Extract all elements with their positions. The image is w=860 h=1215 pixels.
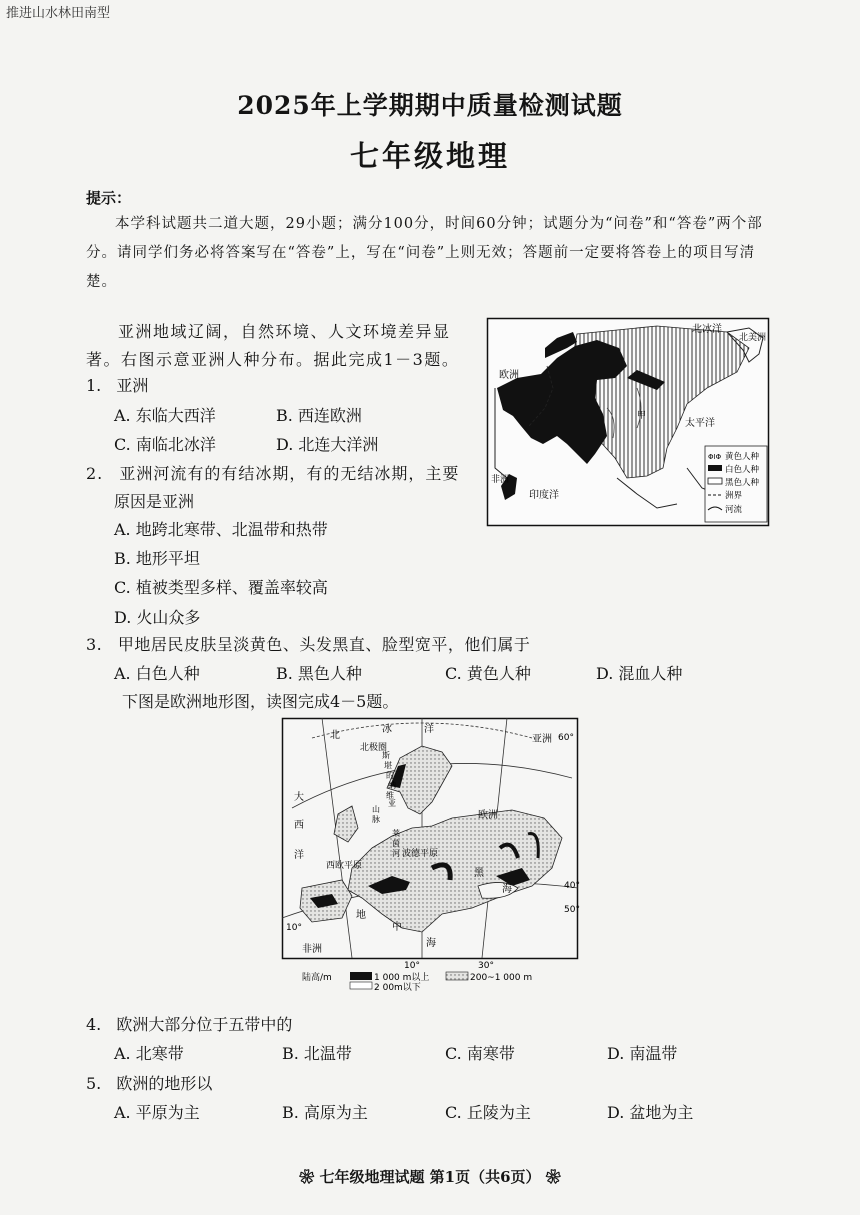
option: C. 南临北冰洋 (114, 435, 216, 454)
map-label-west-plain: 西欧平原 (326, 861, 363, 871)
legend-white: 白色人种 (725, 465, 760, 475)
legend-swatch-mid (446, 972, 468, 980)
legend-river: 河流 (725, 505, 743, 515)
asia-race-map (487, 318, 769, 526)
option: D. 混血人种 (596, 664, 683, 683)
legend-title: 陆高/m (302, 973, 332, 983)
map-label-asia: 亚洲 (532, 734, 552, 745)
option: D. 盆地为主 (607, 1103, 694, 1122)
lat-40: 40° (564, 881, 580, 891)
notice-label: 提示： (86, 189, 132, 207)
lon-10: 10° (404, 961, 420, 971)
question-1 (86, 373, 148, 396)
map-label-scand-4: 纳 (388, 781, 396, 790)
intro-europe: 下图是欧洲地形图，读图完成4－5题。 (122, 692, 399, 711)
map-label-scand-2: 堪 (384, 761, 392, 770)
map-label-jia: 甲 (637, 411, 647, 421)
option: C. 植被类型多样、覆盖率较高 (114, 578, 328, 597)
question-stem: 欧洲的地形以 (116, 1074, 213, 1093)
map-label-atlantic-3: 洋 (294, 850, 304, 861)
question-stem-cont: 原因是亚洲 (114, 492, 195, 511)
legend-swatch-low (350, 982, 372, 989)
map-label-yang: 洋 (424, 724, 434, 735)
option: B. 黑色人种 (276, 664, 362, 683)
map-label-atlantic-1: 大 (294, 792, 304, 803)
exam-subtitle: 七年级地理 (349, 139, 510, 173)
lat-60: 60° (558, 733, 574, 743)
map-label-north-america: 北美洲 (739, 333, 767, 343)
map-label-rhine-3: 河 (392, 849, 400, 858)
option: A. 平原为主 (114, 1103, 200, 1122)
question-2 (86, 461, 459, 484)
question-stem: 亚洲 (116, 376, 149, 395)
legend-high: 1 000 m以上 (374, 973, 430, 983)
map-label-pacific: 太平洋 (685, 418, 715, 429)
map-label-bing: 冰 (382, 724, 392, 735)
map-label-rhine-1: 莱 (392, 829, 400, 838)
question-number: 2. (86, 464, 104, 483)
question-stem: 亚洲河流有的有结冰期，有的无结冰期，主要 (119, 464, 460, 483)
corner-text: 推进山水林田南型 (6, 6, 111, 21)
map-label-africa: 非洲 (491, 475, 510, 485)
option: D. 南温带 (607, 1044, 678, 1063)
option: B. 西连欧洲 (276, 406, 362, 425)
option: D. 北连大洋洲 (276, 435, 379, 454)
map-label-arctic-circle: 北极圈 (360, 743, 388, 753)
map-label-med-2: 中 (392, 922, 402, 933)
question-number: 1. (86, 376, 102, 395)
question-stem: 甲地居民皮肤呈淡黄色、头发黑直、脸型宽平，他们属于 (117, 635, 531, 654)
legend-swatch-black (708, 478, 722, 484)
option: B. 北温带 (282, 1044, 352, 1063)
map-label-east-plain: 波德平原 (402, 849, 439, 859)
map-label-scand-6: 亚 (388, 799, 396, 808)
option: B. 地形平坦 (114, 549, 200, 568)
map-label-mtn-2: 脉 (372, 815, 380, 824)
map-label-black-1: 黑 (474, 868, 484, 879)
map-label-scand-3: 的 (386, 771, 394, 780)
option: C. 南寒带 (445, 1044, 515, 1063)
question-stem: 欧洲大部分位于五带中的 (116, 1015, 293, 1034)
lon-10w: 10° (286, 923, 302, 933)
intro-asia: 亚洲地域辽阔，自然环境、人文环境差异显著。右图示意亚洲人种分布。据此完成1－3题。 (86, 322, 460, 369)
question-number: 3. (86, 635, 103, 654)
question-4 (86, 1012, 292, 1035)
legend-yellow: 黄色人种 (725, 452, 760, 462)
option: A. 白色人种 (114, 664, 200, 683)
map-label-rhine-2: 茵 (392, 839, 400, 848)
map-label-med-1: 地 (356, 910, 366, 921)
option: A. 东临大西洋 (114, 406, 216, 425)
question-number: 5. (86, 1074, 102, 1093)
map-label-black-2: 海 (502, 884, 512, 895)
question-5 (86, 1071, 212, 1094)
legend-prefix: ΦΙΦ (708, 453, 722, 461)
map-label-africa: 非洲 (302, 944, 322, 955)
option: A. 北寒带 (114, 1044, 184, 1063)
legend-swatch-high (350, 972, 372, 980)
option: C. 黄色人种 (445, 664, 531, 683)
lat-50: 50° (564, 905, 580, 915)
question-3 (86, 632, 530, 655)
map-label-bei: 北 (330, 730, 340, 741)
map-label-arctic: 北冰洋 (692, 324, 722, 335)
map-label-mtn-1: 山 (372, 805, 380, 814)
map-label-indian: 印度洋 (529, 490, 559, 501)
europe-terrain-map (282, 718, 580, 993)
option: D. 火山众多 (114, 608, 201, 627)
option: B. 高原为主 (282, 1103, 368, 1122)
map-label-scand-1: 斯 (382, 751, 390, 760)
legend-boundary: 洲界 (725, 491, 743, 501)
question-number: 4. (86, 1015, 102, 1034)
notice-text: 本学科试题共二道大题，29小题；满分100分，时间60分钟；试题分为“问卷”和“答卷”两个部分。请同学们务必将答案写在“答卷”上，写在“问卷”上则无效；答题前一定要将答卷上的项目写清楚。 (86, 216, 763, 290)
map-label-atlantic-2: 西 (294, 820, 304, 831)
legend-black: 黑色人种 (725, 478, 760, 488)
option: A. 地跨北寒带、北温带和热带 (114, 520, 328, 539)
option: C. 丘陵为主 (445, 1103, 531, 1122)
map-label-scand-5: 维 (386, 791, 394, 800)
map-label-europe: 欧洲 (499, 370, 519, 381)
map-label-med-3: 海 (426, 938, 436, 949)
legend-low: 2 00m以下 (374, 983, 421, 993)
lon-30: 30° (478, 961, 494, 971)
page-footer: ❀ 七年级地理试题 第1页（共6页） ❀ (299, 1168, 561, 1186)
exam-title: 2025年上学期期中质量检测试题 (237, 91, 623, 120)
legend-mid: 200~1 000 m (470, 973, 533, 983)
legend-swatch-white (708, 465, 722, 471)
map-label-europe: 欧洲 (478, 810, 498, 821)
